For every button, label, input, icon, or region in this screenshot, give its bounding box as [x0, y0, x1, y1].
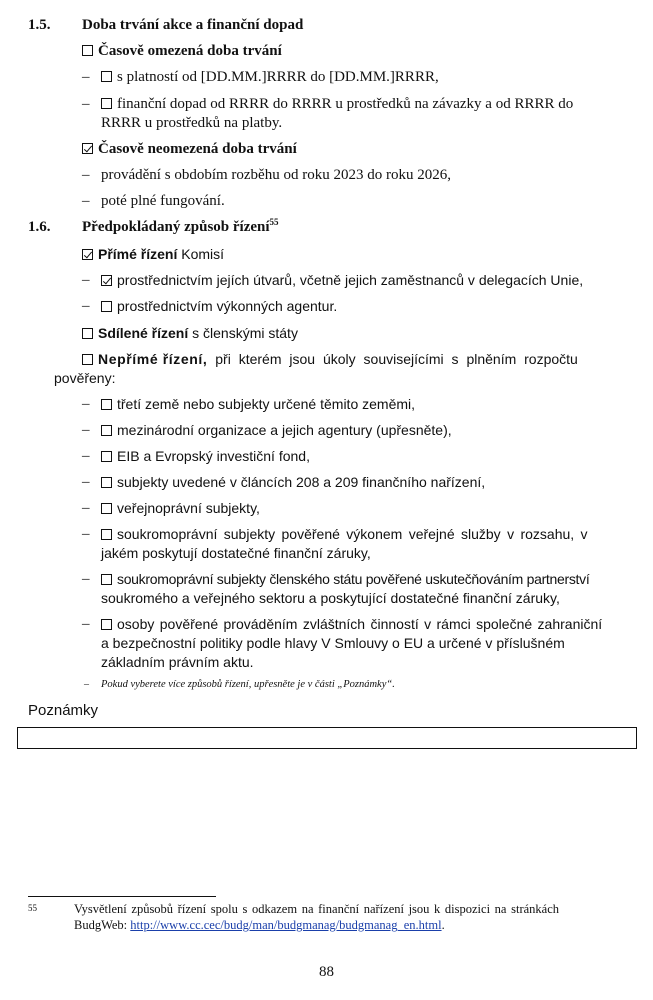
list-item: s platností od [DD.MM.]RRRR do [DD.MM.]RRRR,: [101, 68, 439, 87]
unlimited-duration-option[interactable]: Časově neomezená doba trvání: [82, 140, 297, 159]
list-item: provádění s obdobím rozběhu od roku 2023 do roku 2026,: [101, 167, 451, 183]
list-item: finanční dopad od RRRR do RRRR u prostředků na závazky a od RRRR do: [101, 95, 573, 114]
list-item: prostřednictvím jejích útvarů, včetně jejich zaměstnanců v delegacích Unie,: [101, 271, 583, 290]
indirect-management-option[interactable]: Nepřímé řízení, při kterém jsou úkoly souvisejícími s plněním rozpočtu: [82, 350, 628, 369]
section-title: Doba trvání akce a finanční dopad: [82, 17, 304, 33]
checkbox-unchecked-icon[interactable]: [101, 399, 112, 410]
checkbox-unchecked-icon[interactable]: [82, 328, 93, 339]
management-note: Pokud vyberete více způsobů řízení, upřesněte je v části „Poznámky“.: [101, 679, 395, 690]
footnote-rule: [28, 896, 216, 897]
dash-bullet: –: [82, 616, 90, 632]
dash-bullet: –: [82, 526, 90, 542]
shared-management-option[interactable]: Sdílené řízení s členskými státy: [82, 324, 298, 343]
checkbox-checked-icon[interactable]: [82, 249, 93, 260]
checkbox-unchecked-icon[interactable]: [101, 503, 112, 514]
dash-bullet: –: [82, 571, 90, 587]
dash-bullet: –: [82, 396, 90, 412]
remarks-field[interactable]: [17, 727, 637, 749]
dash-bullet: –: [82, 96, 90, 112]
list-item-continuation: a bezpečnostní politiky podle hlavy V Smlouvy o EU a určené v příslušném: [101, 635, 565, 651]
indirect-continuation: pověřeny:: [54, 370, 116, 386]
checkbox-unchecked-icon[interactable]: [101, 301, 112, 312]
list-item-continuation: soukromého a veřejného sektoru a poskytující dostatečné finanční záruky,: [101, 590, 560, 606]
checkbox-unchecked-icon[interactable]: [101, 574, 112, 585]
footnote-text: Vysvětlení způsobů řízení spolu s odkazem na finanční nařízení jsou k dispozici na stránkách: [74, 902, 559, 916]
limited-duration-option[interactable]: Časově omezená doba trvání: [82, 42, 282, 61]
remarks-label: Poznámky: [28, 702, 99, 719]
checkbox-unchecked-icon[interactable]: [101, 619, 112, 630]
dash-bullet: –: [84, 679, 89, 690]
checkbox-unchecked-icon[interactable]: [101, 529, 112, 540]
list-item-continuation: RRRR u prostředků na platby.: [101, 115, 283, 131]
section-number: 1.5.: [28, 17, 51, 33]
footnote-ref[interactable]: 55: [269, 217, 279, 227]
list-item: mezinárodní organizace a jejich agentury (upřesněte),: [101, 421, 452, 440]
checkbox-checked-icon[interactable]: [101, 275, 112, 286]
checkbox-checked-icon[interactable]: [82, 143, 93, 154]
footnote-text-line2: BudgWeb: http://www.cc.cec/budg/man/budgmanag/budgmanag_en.html.: [74, 918, 445, 932]
dash-bullet: –: [82, 69, 90, 85]
list-item: veřejnoprávní subjekty,: [101, 499, 260, 518]
checkbox-unchecked-icon[interactable]: [101, 71, 112, 82]
dash-bullet: –: [82, 298, 90, 314]
dash-bullet: –: [82, 448, 90, 464]
list-item-continuation: jakém poskytují dostatečné finanční záruky,: [101, 545, 371, 561]
list-item: prostřednictvím výkonných agentur.: [101, 297, 337, 316]
checkbox-unchecked-icon[interactable]: [82, 354, 93, 365]
dash-bullet: –: [82, 500, 90, 516]
direct-management-option[interactable]: Přímé řízení Komisí: [82, 245, 224, 265]
dash-bullet: –: [82, 474, 90, 490]
footnote-number: 55: [28, 903, 37, 913]
section-number: 1.6.: [28, 219, 51, 235]
list-item-continuation: základním právním aktu.: [101, 654, 254, 670]
checkbox-unchecked-icon[interactable]: [101, 477, 112, 488]
list-item: EIB a Evropský investiční fond,: [101, 447, 310, 466]
list-item: osoby pověřené prováděním zvláštních činností v rámci společné zahraniční: [101, 615, 602, 634]
list-item: poté plné fungování.: [101, 193, 225, 209]
dash-bullet: –: [82, 272, 90, 288]
list-item: subjekty uvedené v článcích 208 a 209 finančního nařízení,: [101, 473, 485, 492]
checkbox-unchecked-icon[interactable]: [101, 425, 112, 436]
checkbox-unchecked-icon[interactable]: [82, 45, 93, 56]
page-number: 88: [319, 964, 334, 980]
dash-bullet: –: [82, 193, 90, 209]
checkbox-unchecked-icon[interactable]: [101, 98, 112, 109]
dash-bullet: –: [82, 422, 90, 438]
section-title: Předpokládaný způsob řízení$^{55}$: [82, 217, 279, 235]
checkbox-unchecked-icon[interactable]: [101, 451, 112, 462]
list-item: soukromoprávní subjekty členského státu pověřené uskutečňováním partnerství: [101, 570, 589, 589]
budgweb-link[interactable]: http://www.cc.cec/budg/man/budgmanag/budgmanag_en.html: [130, 918, 442, 932]
list-item: třetí země nebo subjekty určené těmito zeměmi,: [101, 395, 415, 414]
list-item: soukromoprávní subjekty pověřené výkonem veřejné služby v rozsahu, v: [101, 525, 588, 544]
dash-bullet: –: [82, 167, 90, 183]
